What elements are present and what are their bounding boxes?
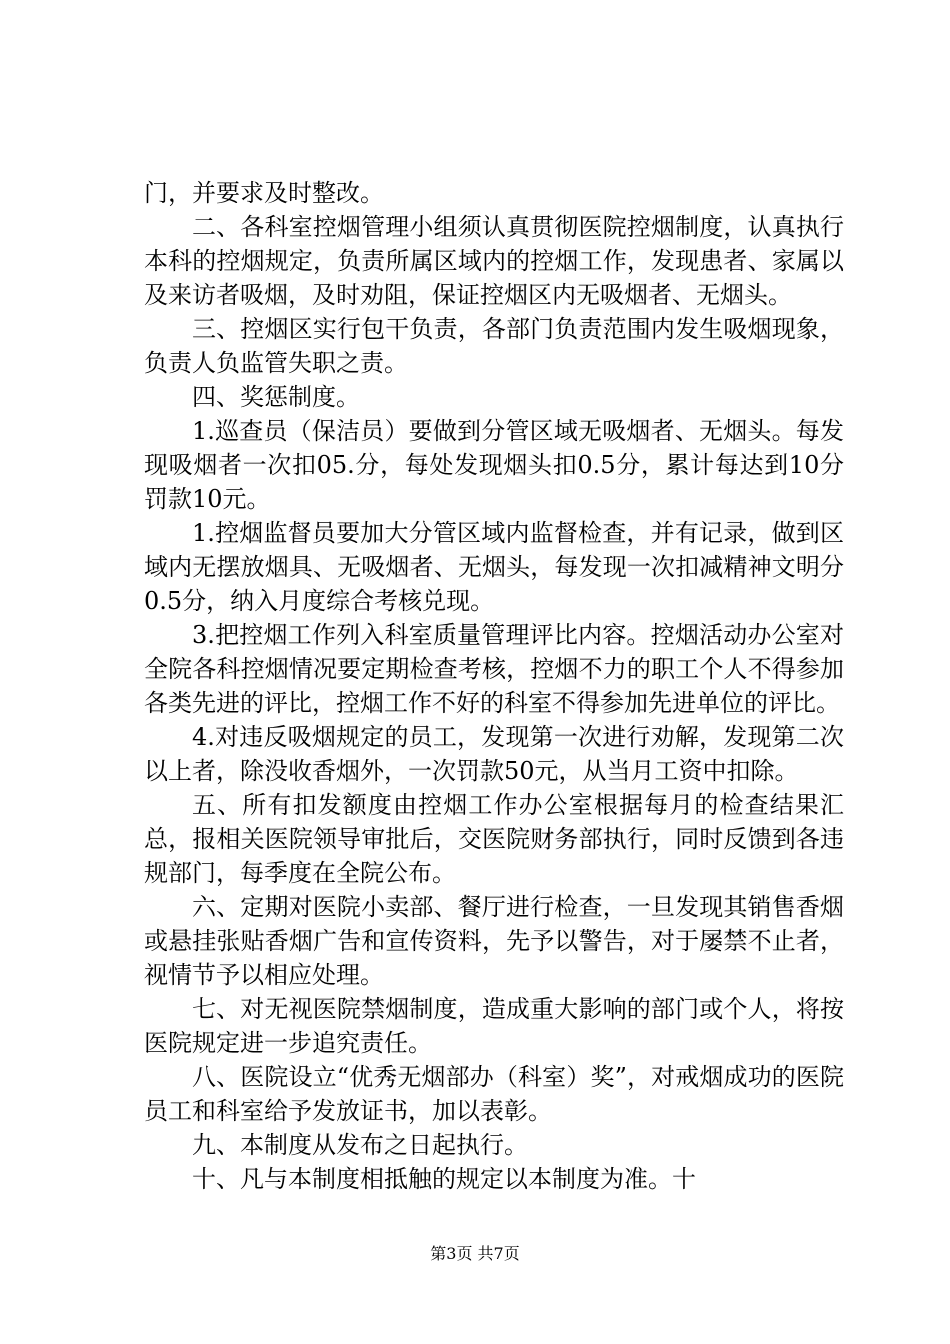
page-number-footer: 第3页 共7页 [430, 1244, 520, 1263]
paragraph-item-3: 三、控烟区实行包干负责，各部门负责范围内发生吸烟现象，负责人负监管失职之责。 [144, 315, 844, 377]
document-body [144, 176, 844, 1196]
paragraph-item-9: 九、本制度从发布之日起执行。 [192, 1131, 528, 1159]
paragraph-item-4-heading: 四、奖惩制度。 [192, 383, 360, 411]
paragraph-continuation: 门，并要求及时整改。 [144, 179, 384, 207]
paragraph-subitem-1b: 1.控烟监督员要加大分管区域内监督检查，并有记录，做到区域内无摆放烟具、无吸烟者、无烟头，每发现一次扣减精神文明分0.5分，纳入月度综合考核兑现。 [144, 519, 844, 615]
paragraph-item-6: 六、定期对医院小卖部、餐厅进行检查，一旦发现其销售香烟或悬挂张贴香烟广告和宣传资料，先予以警告，对于屡禁不止者，视情节予以相应处理。 [144, 893, 844, 989]
paragraph-item-7: 七、对无视医院禁烟制度，造成重大影响的部门或个人，将按医院规定进一步追究责任。 [144, 995, 844, 1057]
paragraph-item-8: 八、医院设立“优秀无烟部办（科室）奖”，对戒烟成功的医院员工和科室给予发放证书，加以表彰。 [144, 1063, 844, 1125]
paragraph-item-10: 十、凡与本制度相抵触的规定以本制度为准。十 [192, 1165, 696, 1193]
paragraph-subitem-4: 4.对违反吸烟规定的员工，发现第一次进行劝解，发现第二次以上者，除没收香烟外，一次罚款50元，从当月工资中扣除。 [144, 723, 844, 785]
paragraph-subitem-3: 3.把控烟工作列入科室质量管理评比内容。控烟活动办公室对全院各科控烟情况要定期检查考核，控烟不力的职工个人不得参加各类先进的评比，控烟工作不好的科室不得参加先进单位的评比。 [144, 621, 844, 717]
paragraph-item-5: 五、所有扣发额度由控烟工作办公室根据每月的检查结果汇总，报相关医院领导审批后，交医院财务部执行，同时反馈到各违规部门，每季度在全院公布。 [144, 791, 844, 887]
paragraph-subitem-1a: 1.巡查员（保洁员）要做到分管区域无吸烟者、无烟头。每发现吸烟者一次扣05.分，每处发现烟头扣0.5分，累计每达到10分罚款10元。 [144, 417, 844, 513]
paragraph-item-2: 二、各科室控烟管理小组须认真贯彻医院控烟制度，认真执行本科的控烟规定，负责所属区域内的控烟工作，发现患者、家属以及来访者吸烟，及时劝阻，保证控烟区内无吸烟者、无烟头。 [144, 213, 844, 309]
